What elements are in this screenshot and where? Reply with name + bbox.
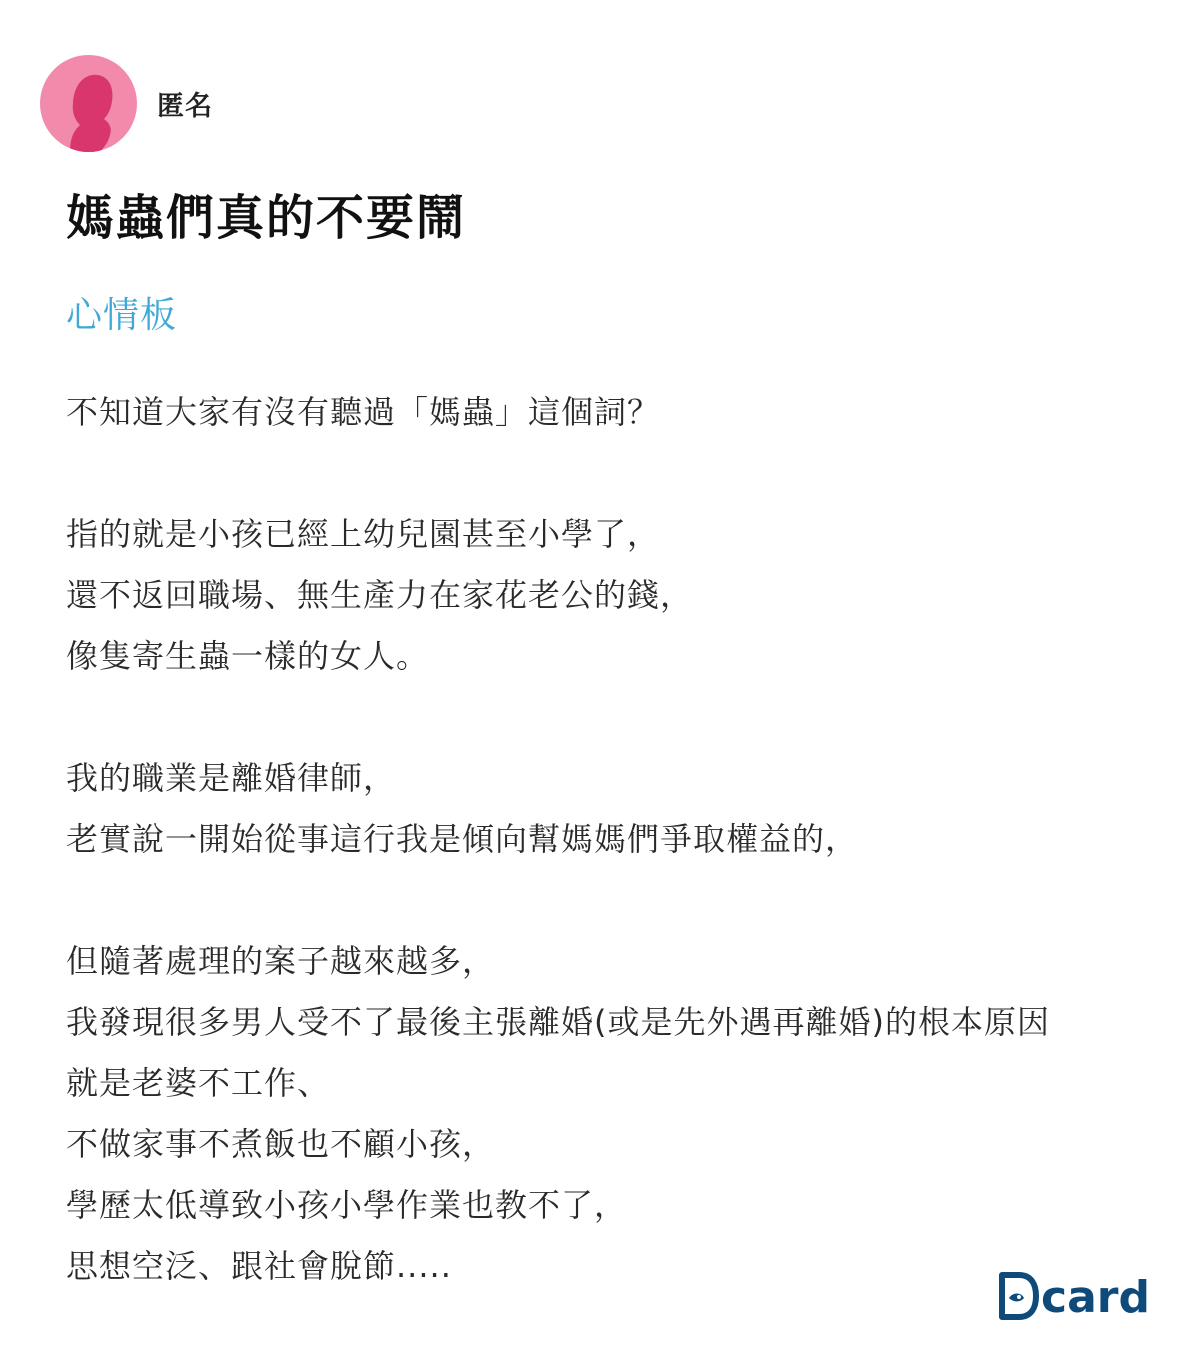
text-line: 思想空泛、跟社會脫節..... [66, 1247, 452, 1285]
dcard-logo-icon [999, 1272, 1039, 1320]
paragraph [66, 382, 1146, 443]
paragraph [66, 931, 1146, 1297]
text-line: 還不返回職場、無生產力在家花老公的錢， [66, 576, 694, 614]
text-line: 不做家事不煮飯也不顧小孩， [66, 1125, 496, 1163]
text-line: 老實說一開始從事這行我是傾向幫媽媽們爭取權益的， [66, 820, 859, 858]
text-line: 指的就是小孩已經上幼兒園甚至小學了， [66, 515, 661, 553]
text-line: 但隨著處理的案子越來越多， [66, 942, 496, 980]
text-line: 不知道大家有沒有聽過「媽蟲」這個詞？ [66, 393, 661, 431]
text-line: 學歷太低導致小孩小學作業也教不了， [66, 1186, 628, 1224]
text-line: 我的職業是離婚律師， [66, 759, 397, 797]
forum-link[interactable]: 心情板 [66, 295, 178, 336]
text-line: 就是老婆不工作、 [66, 1064, 331, 1102]
avatar[interactable] [40, 55, 137, 152]
post-content [66, 382, 1146, 1297]
dcard-watermark [999, 1272, 1150, 1323]
brand-name: card [1041, 1272, 1150, 1323]
paragraph [66, 748, 1146, 870]
female-avatar-icon [40, 55, 137, 152]
post-title: 媽蟲們真的不要鬧 [66, 190, 467, 246]
author-name: 匿名 [157, 91, 213, 122]
text-line: 我發現很多男人受不了最後主張離婚(或是先外遇再離婚)的根本原因 [66, 1003, 1050, 1041]
text-line: 像隻寄生蟲一樣的女人。 [66, 637, 430, 675]
paragraph [66, 504, 1146, 687]
author-header [40, 55, 213, 152]
